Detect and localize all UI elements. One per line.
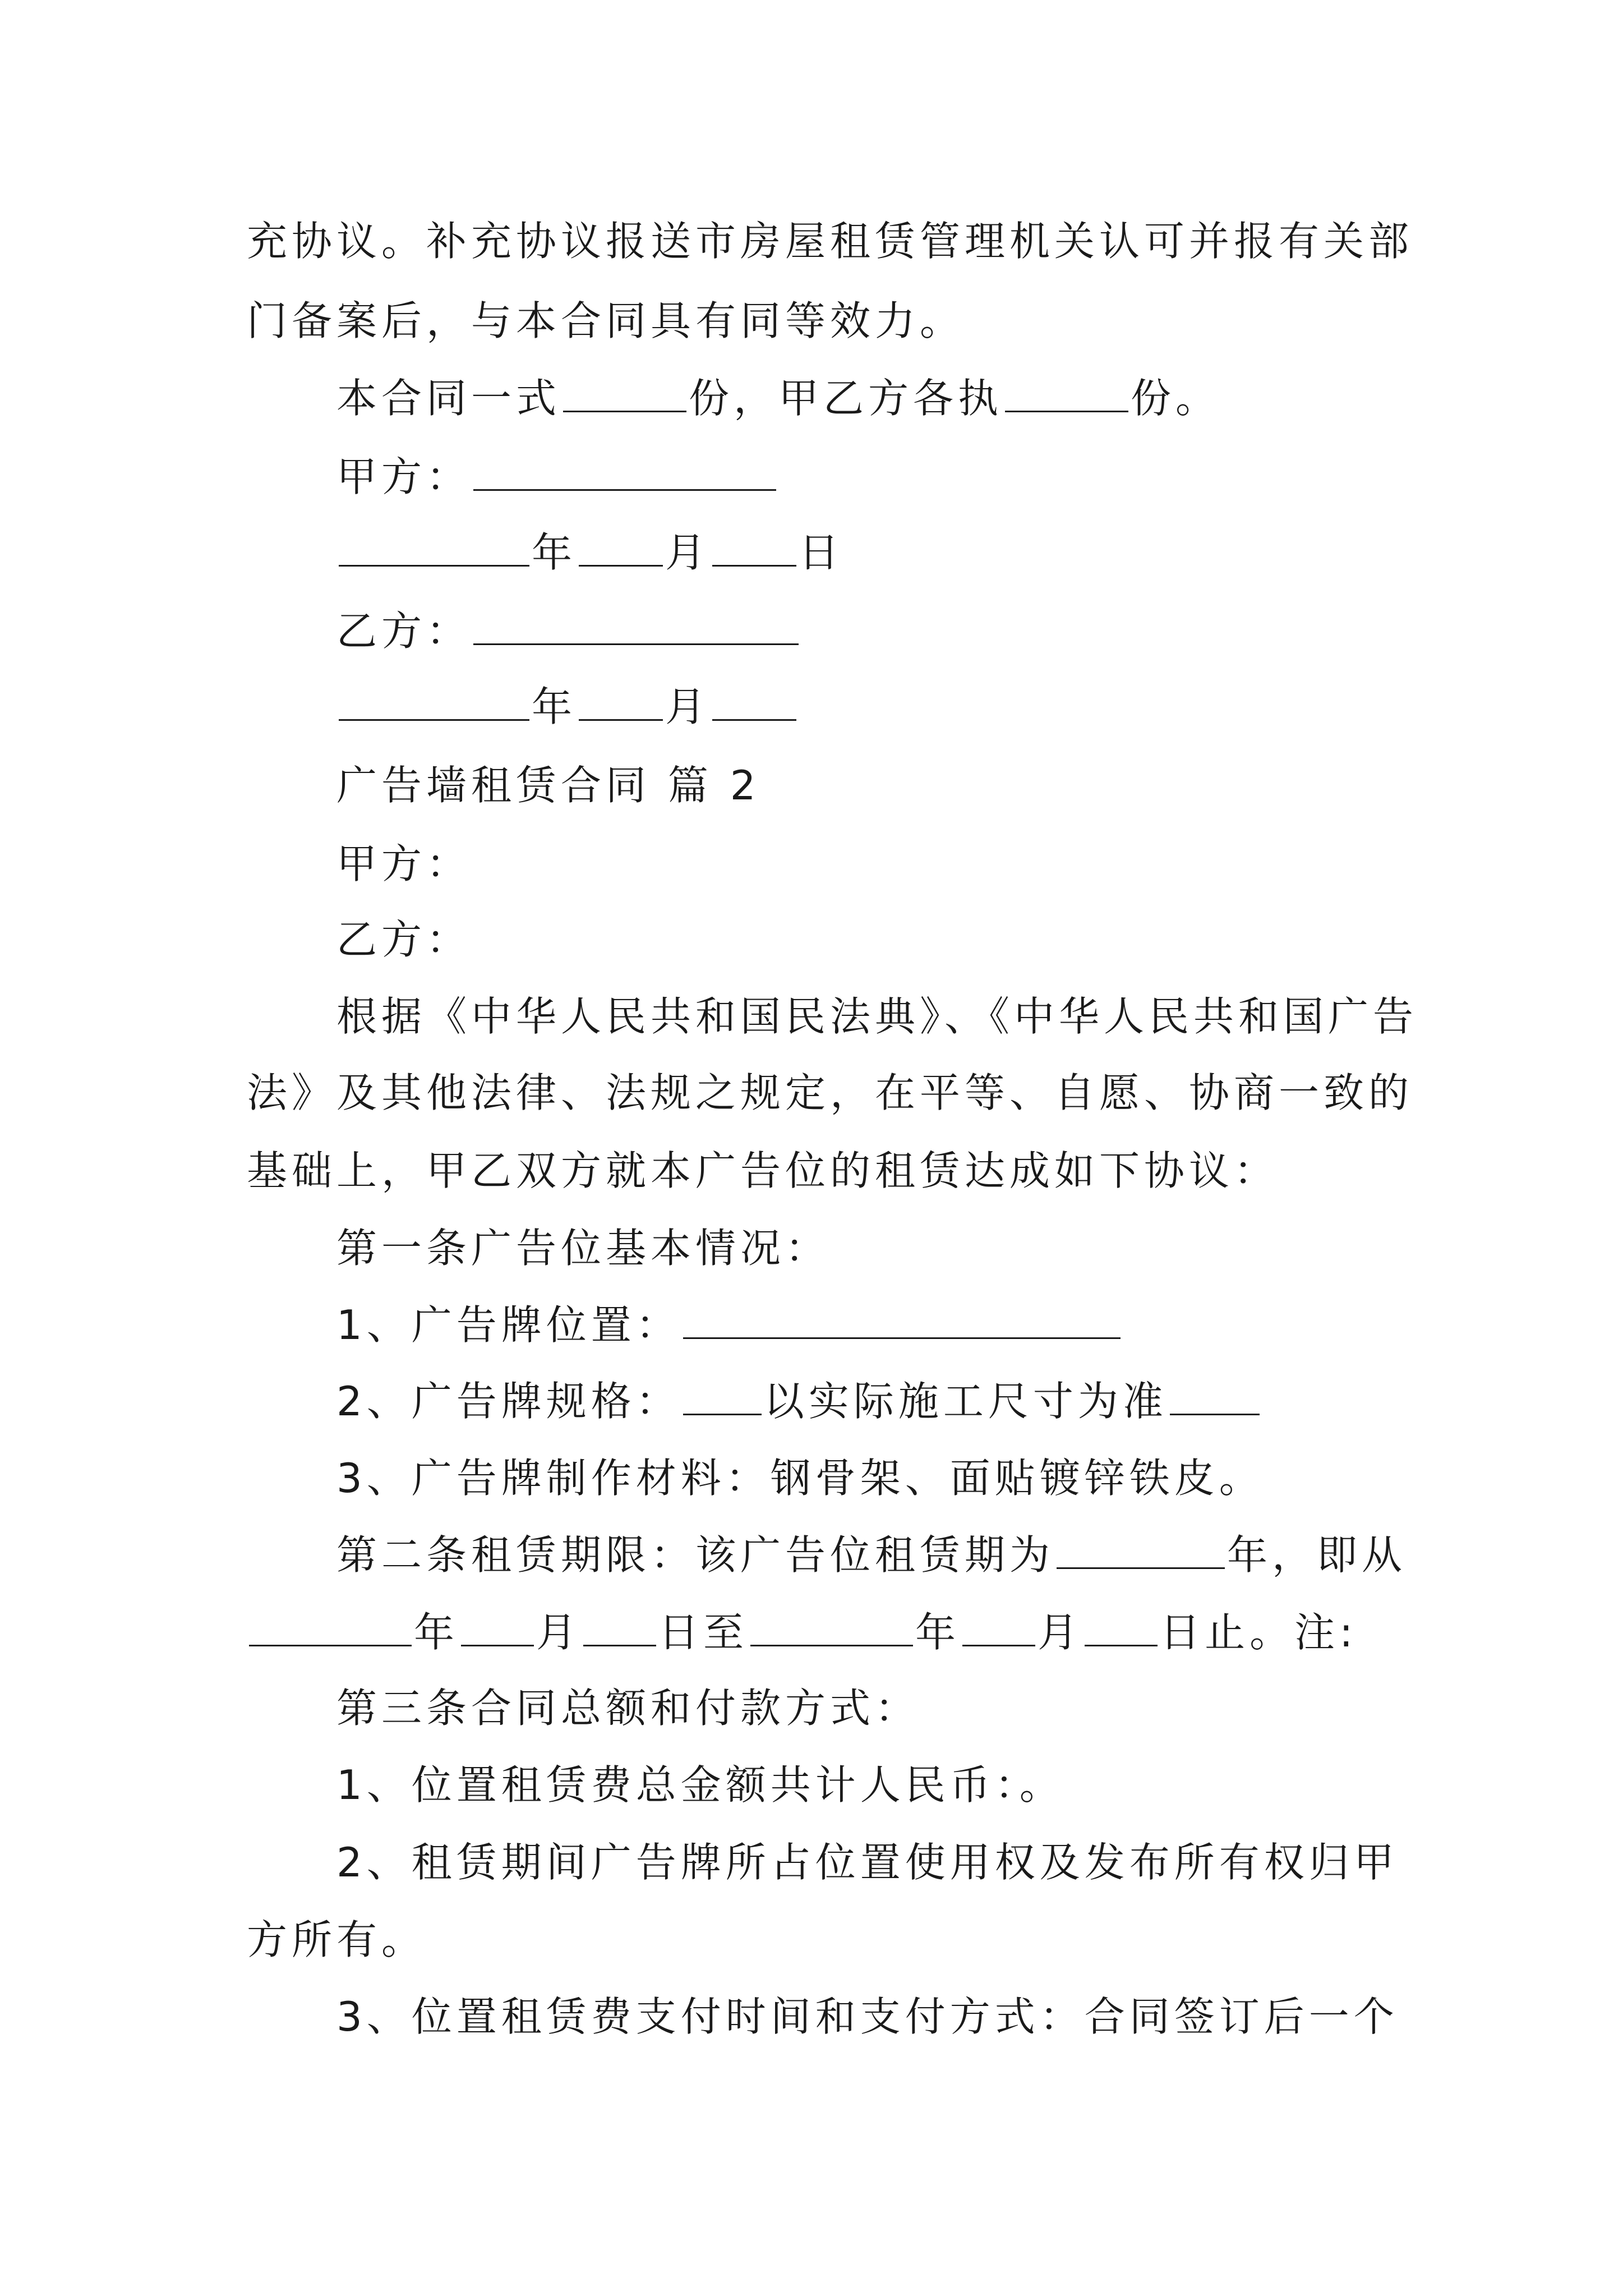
text: 年 <box>532 683 577 730</box>
text: 法》及其他法律、法规之规定，在平等、自愿、协商一致的 <box>247 1069 1414 1116</box>
term-blank <box>1057 1528 1225 1569</box>
text: 1、位置租赁费总金额共计人民币：。 <box>336 1761 1064 1809</box>
text: 年 <box>915 1609 961 1656</box>
blank-field <box>1170 1374 1260 1415</box>
text: 年 <box>532 529 577 576</box>
list-item <box>336 1297 1123 1353</box>
blank-field <box>1005 371 1128 412</box>
text: 月 <box>536 1609 582 1656</box>
text: 月 <box>665 529 711 576</box>
date-line <box>336 679 799 735</box>
text: 门备案后，与本合同具有同等效力。 <box>247 297 965 344</box>
paragraph-line <box>247 213 1413 269</box>
list-item <box>336 1989 1399 2045</box>
text: 2、租赁期间广告牌所占位置使用权及发布所有权归甲 <box>336 1839 1399 1886</box>
text: 月 <box>665 683 711 730</box>
text: 1、广告牌位置： <box>336 1301 681 1349</box>
party-a-label <box>336 836 471 892</box>
paragraph-line <box>336 988 1418 1045</box>
text: 份，甲乙方各执 <box>689 375 1003 422</box>
day-blank <box>712 680 796 721</box>
text: 3、位置租赁费支付时间和支付方式：合同签订后一个 <box>336 1993 1399 2040</box>
list-item-continuation <box>247 1912 426 1968</box>
text: 甲方： <box>336 840 472 887</box>
text: 年，即从 <box>1227 1531 1407 1579</box>
blank-field <box>683 1374 762 1415</box>
day-blank <box>712 526 796 567</box>
text: 第三条合同总额和付款方式： <box>336 1685 920 1732</box>
party-b-line <box>336 603 801 659</box>
month-blank <box>579 526 663 567</box>
text: 根据《中华人民共和国民法典》、《中华人民共和国广告 <box>336 993 1418 1040</box>
text: 第二条租赁期限：该广告位租赁期为 <box>336 1531 1055 1579</box>
text: 充协议。补充协议报送市房屋租赁管理机关认可并报有关部 <box>247 218 1414 265</box>
text: 日至 <box>658 1609 749 1656</box>
section-heading <box>336 757 760 813</box>
list-item <box>336 1450 1264 1506</box>
location-blank <box>683 1298 1121 1339</box>
paragraph-line <box>247 1065 1413 1121</box>
party-a-line <box>336 449 778 505</box>
article-heading <box>336 1680 920 1736</box>
month-blank <box>579 680 663 721</box>
month-blank <box>461 1605 534 1646</box>
text: 广告墙租赁合同 篇 2 <box>336 762 760 809</box>
text: 份。 <box>1131 375 1221 422</box>
text: 本合同一式 <box>336 375 561 422</box>
text: 乙方： <box>336 608 472 655</box>
text: 方所有。 <box>247 1916 427 1963</box>
text: 乙方： <box>336 916 472 963</box>
paragraph-line <box>247 293 965 349</box>
text: 2、广告牌规格： <box>336 1378 681 1425</box>
article-line <box>336 1527 1407 1583</box>
party-b-label <box>336 912 471 968</box>
text: 甲方： <box>336 453 472 500</box>
text: 以实际施工尺寸为准 <box>763 1378 1168 1425</box>
date-range-line <box>247 1604 1357 1660</box>
day-blank <box>583 1605 656 1646</box>
paragraph-line <box>247 1143 1279 1199</box>
party-a-blank <box>473 450 776 491</box>
year-blank <box>249 1605 412 1646</box>
month-blank <box>962 1605 1035 1646</box>
year-blank <box>750 1605 913 1646</box>
blank-field <box>563 371 686 412</box>
copies-line <box>336 370 1220 426</box>
day-blank <box>1085 1605 1158 1646</box>
text: 月 <box>1038 1609 1083 1656</box>
text: 第一条广告位基本情况： <box>336 1225 831 1272</box>
list-item <box>336 1373 1262 1429</box>
article-heading <box>336 1220 830 1276</box>
list-item <box>336 1757 1064 1813</box>
text: 3、广告牌制作材料：钢骨架、面贴镀锌铁皮。 <box>336 1455 1264 1502</box>
year-blank <box>339 526 529 567</box>
party-b-blank <box>473 604 799 645</box>
text: 年 <box>414 1609 459 1656</box>
date-line <box>336 524 843 581</box>
text: 日 <box>799 529 844 576</box>
text: 日止。注: <box>1160 1609 1358 1656</box>
list-item <box>336 1834 1399 1890</box>
year-blank <box>339 680 529 721</box>
text: 基础上，甲乙双方就本广告位的租赁达成如下协议： <box>247 1147 1279 1194</box>
